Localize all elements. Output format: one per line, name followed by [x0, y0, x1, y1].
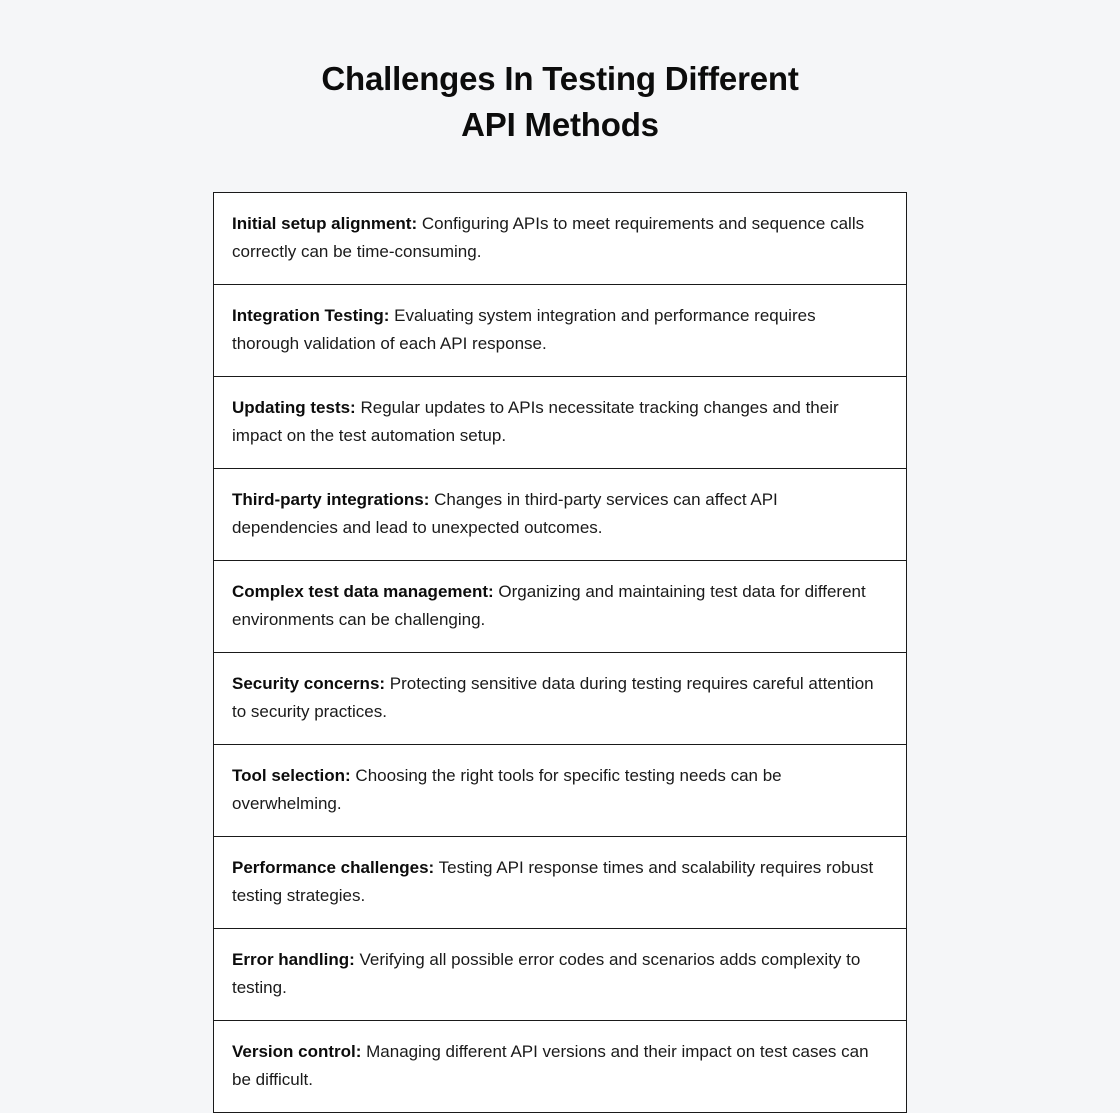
table-row: [214, 745, 906, 837]
table-row-description: Managing different API versions and their impact on test cases can be difficult.: [232, 1042, 869, 1089]
table-row-description: Organizing and maintaining test data for different environments can be challenging.: [232, 582, 866, 629]
table-row: [214, 1021, 906, 1112]
table-row-text: [232, 578, 884, 634]
table-row-text: [232, 210, 884, 266]
table-row-term: Initial setup alignment:: [232, 214, 418, 233]
table-row-term: Error handling:: [232, 950, 355, 969]
table-row-description: Testing API response times and scalability requires robust testing strategies.: [232, 858, 874, 905]
page-title-line-2: API Methods: [461, 106, 659, 143]
page-title: [180, 56, 940, 148]
table-row-description: Changes in third-party services can affect API dependencies and lead to unexpected outcomes.: [232, 490, 778, 537]
table-row-term: Integration Testing:: [232, 306, 390, 325]
table-row: [214, 837, 906, 929]
table-row: [214, 929, 906, 1021]
table-row-term: Performance challenges:: [232, 858, 435, 877]
table-row-text: [232, 854, 884, 910]
table-row-term: Version control:: [232, 1042, 362, 1061]
table-row-term: Updating tests:: [232, 398, 356, 417]
table-row: [214, 193, 906, 285]
table-row-text: [232, 394, 884, 450]
table-row-term: Third-party integrations:: [232, 490, 430, 509]
table-row-description: Verifying all possible error codes and scenarios adds complexity to testing.: [232, 950, 861, 997]
table-row-description: Regular updates to APIs necessitate tracking changes and their impact on the test automation setup.: [232, 398, 839, 445]
table-row-description: Evaluating system integration and performance requires thorough validation of each API response.: [232, 306, 816, 353]
table-row: [214, 561, 906, 653]
table-row: [214, 469, 906, 561]
table-row-description: Choosing the right tools for specific testing needs can be overwhelming.: [232, 766, 782, 813]
table-row-term: Complex test data management:: [232, 582, 494, 601]
table-row-term: Security concerns:: [232, 674, 386, 693]
table-row-text: [232, 762, 884, 818]
table-row: [214, 285, 906, 377]
table-row-description: Configuring APIs to meet requirements and sequence calls correctly can be time-consuming.: [232, 214, 865, 261]
table-row-text: [232, 302, 884, 358]
page-title-line-1: Challenges In Testing Different: [321, 60, 799, 97]
challenges-table: [213, 192, 907, 1113]
table-row-text: [232, 670, 884, 726]
table-row-term: Tool selection:: [232, 766, 351, 785]
table-row: [214, 653, 906, 745]
table-row-description: Protecting sensitive data during testing requires careful attention to security practices.: [232, 674, 874, 721]
table-row-text: [232, 1038, 884, 1094]
table-row: [214, 377, 906, 469]
table-row-text: [232, 486, 884, 542]
table-row-text: [232, 946, 884, 1002]
